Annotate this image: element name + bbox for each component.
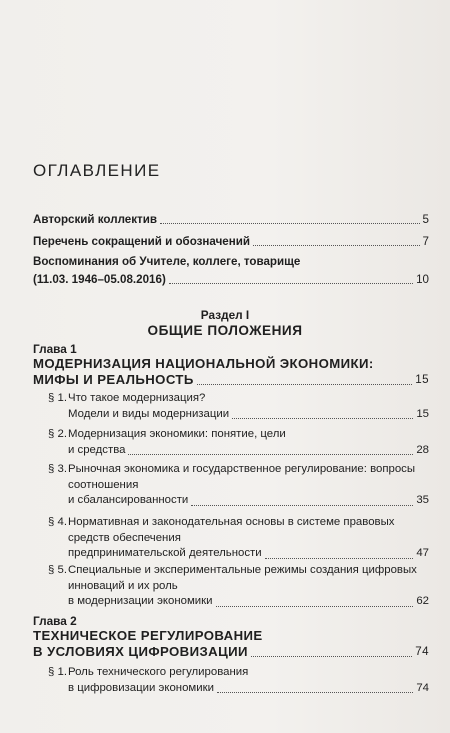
entry-text: в цифровизации экономики xyxy=(68,681,214,694)
toc-entry-abbreviations xyxy=(33,234,429,249)
dot-leader xyxy=(216,605,414,607)
entry-page: 5 xyxy=(422,213,429,226)
dot-leader xyxy=(160,222,420,224)
entry-text: регулирование: вопросы соотношения xyxy=(68,463,416,491)
entry-text: и сбалансированности xyxy=(68,494,189,506)
entry-page: 62 xyxy=(416,595,429,607)
paragraph-number: § 4. xyxy=(48,516,67,528)
toc-paragraph xyxy=(48,515,429,562)
dot-leader xyxy=(253,244,420,246)
entry-text: создания цифровых инноваций и их роль xyxy=(68,564,417,592)
entry-text: Роль технического регулирования xyxy=(68,666,249,678)
entry-text: Модернизация экономики: понятие, цели xyxy=(68,428,286,440)
entry-page: 15 xyxy=(415,373,429,386)
section-label: Раздел I xyxy=(200,308,250,322)
toc-paragraph xyxy=(48,563,429,610)
dot-leader xyxy=(232,417,413,419)
section-title: ОБЩИЕ ПОЛОЖЕНИЯ xyxy=(147,323,303,338)
chapter-title xyxy=(33,356,429,388)
paragraph-number: § 5. xyxy=(48,564,67,576)
entry-page: 74 xyxy=(416,681,429,694)
entry-page: 7 xyxy=(422,235,429,248)
dot-leader xyxy=(169,282,413,284)
dot-leader xyxy=(217,691,413,693)
entry-page: 74 xyxy=(415,645,429,658)
toc-paragraph xyxy=(48,427,429,458)
entry-page: 28 xyxy=(416,443,429,456)
entry-text: и средства xyxy=(68,443,126,456)
chapter-title xyxy=(33,628,429,660)
dot-leader xyxy=(197,383,413,385)
entry-text: в модернизации экономики xyxy=(68,595,213,607)
dot-leader xyxy=(128,453,413,455)
chapter-title-line: МОДЕРНИЗАЦИЯ НАЦИОНАЛЬНОЙ ЭКОНОМИКИ: xyxy=(33,356,374,371)
entry-text: Что такое модернизация? xyxy=(68,392,206,404)
entry-text: предпринимательской деятельности xyxy=(68,547,262,559)
chapter-label: Глава 1 xyxy=(33,342,77,356)
dot-leader xyxy=(191,504,413,506)
toc-entry-authors xyxy=(33,212,429,227)
paragraph-number: § 1. xyxy=(48,666,67,678)
paragraph-number: § 1. xyxy=(48,392,67,404)
entry-text: Нормативная и законодательная основы xyxy=(68,516,285,528)
entry-page: 10 xyxy=(416,273,429,286)
toc-paragraph xyxy=(48,462,429,509)
toc-title: ОГЛАВЛЕНИЕ xyxy=(33,161,161,180)
entry-page: 15 xyxy=(416,407,429,420)
paragraph-number: § 2. xyxy=(48,428,67,440)
chapter-title-line: ТЕХНИЧЕСКОЕ РЕГУЛИРОВАНИЕ xyxy=(33,628,263,643)
entry-text: (11.03. 1946–05.08.2016) xyxy=(33,273,166,286)
entry-text: Модели и виды модернизации xyxy=(68,407,230,420)
paragraph-number: § 3. xyxy=(48,463,67,475)
toc-paragraph xyxy=(48,391,429,422)
entry-text: Воспоминания об Учителе, коллеге, товарище xyxy=(33,255,301,268)
entry-text: Перечень сокращений и обозначений xyxy=(33,235,251,248)
chapter-title-line: В УСЛОВИЯХ ЦИФРОВИЗАЦИИ xyxy=(33,644,248,659)
dot-leader xyxy=(251,655,412,657)
entry-text: в системе правовых средств обеспечения xyxy=(68,516,395,544)
entry-page: 35 xyxy=(416,494,429,506)
entry-text: Специальные и экспериментальные режимы xyxy=(68,564,307,576)
entry-page: 47 xyxy=(416,547,429,559)
entry-text: Авторский коллектив xyxy=(33,213,157,226)
toc-paragraph xyxy=(48,665,429,696)
chapter-title-line: МИФЫ И РЕАЛЬНОСТЬ xyxy=(33,372,194,387)
dot-leader xyxy=(265,557,414,559)
toc-entry-memories xyxy=(33,254,429,287)
chapter-label: Глава 2 xyxy=(33,614,77,628)
entry-text: Рыночная экономика и государственное xyxy=(68,463,282,475)
